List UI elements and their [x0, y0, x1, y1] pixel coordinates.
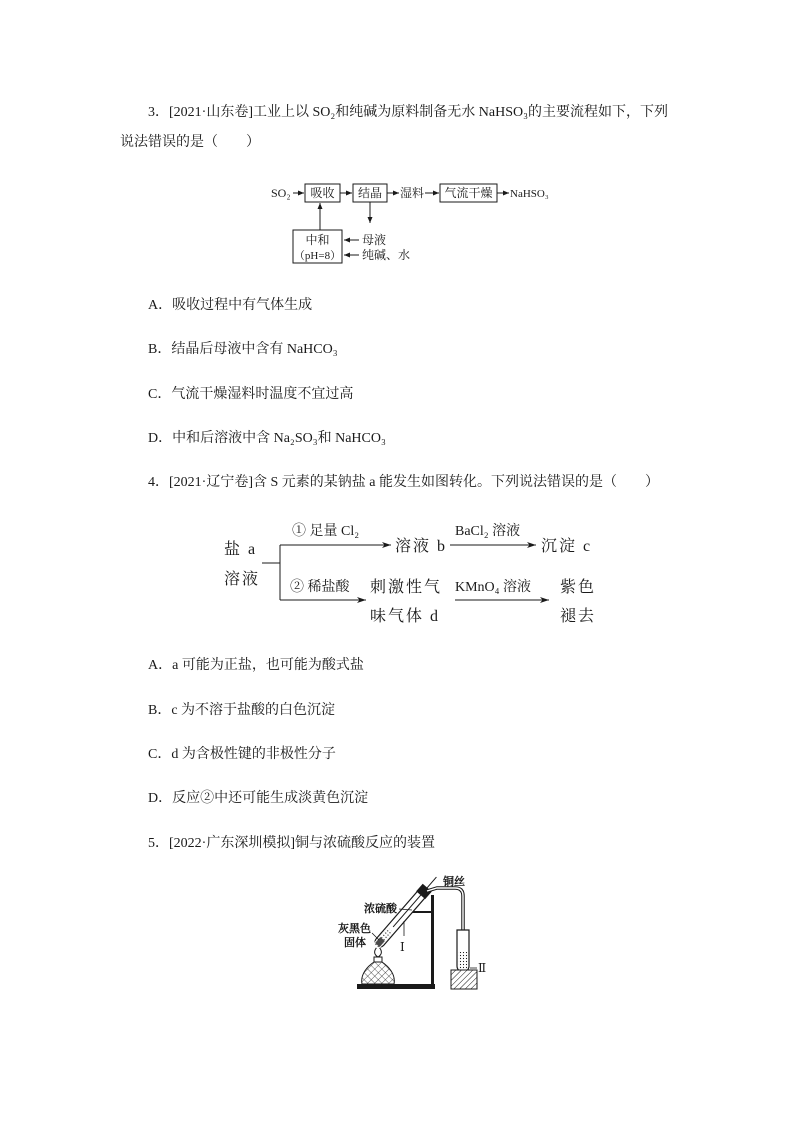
scheme-path2-result-line2: 褪去 [560, 608, 597, 625]
test-tube-2-block [451, 970, 477, 989]
q4-option-a: A．a 可能为正盐，也可能为酸式盐 [148, 658, 364, 673]
scheme-start-line2: 溶液 [224, 571, 261, 588]
scheme-path1-result: 沉淀 c [541, 538, 593, 555]
label-grey-black-line2: 固体 [344, 937, 366, 949]
q5-stem: 5．[2022·广东深圳模拟]铜与浓硫酸反应的装置 [148, 836, 435, 851]
q4-option-b: B．c 为不溶于盐酸的白色沉淀 [148, 703, 336, 718]
alcohol-lamp [362, 962, 395, 984]
scheme-path2-reagent2: KMnO₄ 溶液 [455, 580, 532, 595]
label-tube-2: Ⅱ [478, 961, 487, 975]
flow-ph-label: （pH=8） [293, 250, 342, 262]
scheme-path1-product: 溶液 b [395, 538, 448, 555]
q4-stem: 4．[2021·辽宁卷]含 S 元素的某钠盐 a 能发生如图转化。下列说法错误的是（ ） [148, 475, 659, 490]
q4-reaction-scheme [215, 515, 610, 630]
flow-soda-water: 纯碱、水 [362, 248, 411, 262]
label-tube-1: Ⅰ [400, 940, 405, 954]
scheme-path2-result-line1: 紫色 [560, 579, 597, 596]
q3-flow-diagram [255, 175, 565, 270]
scheme-path1-reagent2: BaCl₂ 溶液 [455, 524, 521, 539]
flow-absorb-label: 吸收 [310, 186, 335, 200]
scheme-path2-product-line2: 味气体 d [370, 608, 441, 625]
flow-feed-so2: SO₂ [271, 186, 291, 200]
flow-wet-material: 湿料 [400, 186, 425, 200]
scheme-path2-reagent: ② 稀盐酸 [290, 580, 350, 595]
q3-stem-line1: 3．[2021·山东卷]工业上以 SO₂和纯碱为原料制备无水 NaHSO₃的主要流程如下，下列 [148, 105, 668, 120]
stand-base [357, 984, 435, 989]
q3-stem-line2: 说法错误的是（ ） [120, 135, 260, 150]
copper-reaction-apparatus [330, 865, 495, 995]
stand-rod [431, 895, 434, 985]
label-conc-sulfuric-acid: 浓硫酸 [364, 903, 397, 915]
copper-wire [393, 877, 436, 927]
flow-mother-liquor: 母液 [362, 233, 387, 247]
test-tube-2-solution [458, 952, 468, 971]
flow-air-dry-label: 气流干燥 [444, 186, 493, 200]
label-grey-black-line1: 灰黑色 [338, 923, 371, 935]
lamp-wick-holder [374, 957, 382, 962]
flow-crystallize-label: 结晶 [357, 186, 383, 200]
scheme-start-line1: 盐 a [224, 541, 258, 558]
scheme-path2-product-line1: 刺激性气 [370, 579, 443, 596]
q3-option-c: C．气流干燥湿料时温度不宜过高 [148, 387, 354, 402]
flow-product-nahso3: NaHSO₃ [510, 188, 549, 200]
q3-option-b: B．结晶后母液中含有 NaHCO₃ [148, 342, 338, 357]
q4-option-d: D．反应②中还可能生成淡黄色沉淀 [148, 791, 369, 806]
q3-option-d: D．中和后溶液中含 Na₂SO₃和 NaHCO₃ [148, 431, 386, 446]
label-copper-wire: 铜丝 [443, 876, 465, 888]
flow-neutralize-label: 中和 [305, 233, 330, 247]
q4-option-c: C．d 为含极性键的非极性分子 [148, 747, 336, 762]
q3-option-a: A．吸收过程中有气体生成 [148, 298, 313, 313]
scheme-path1-reagent: ① 足量 Cl₂ [292, 524, 360, 539]
